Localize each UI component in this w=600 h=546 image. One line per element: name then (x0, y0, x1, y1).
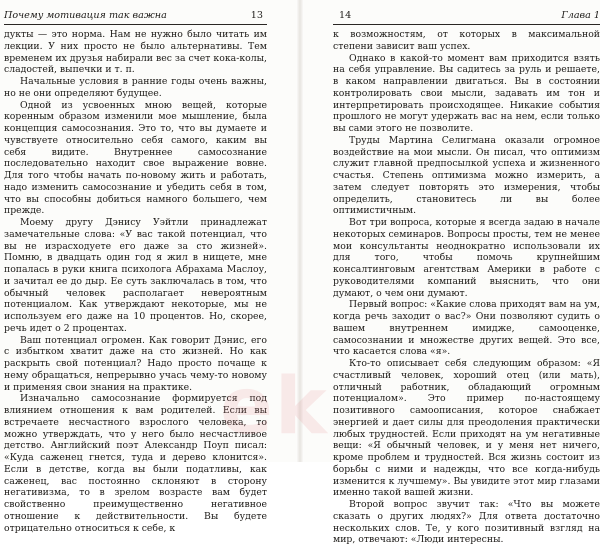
paragraph: Одной из усвоенных мною вещей, которые коренным образом изменили мое мышление, была концепция самосознания. Это то, что вы думаете и чувствуете относительно себя самого, каким вы себя видите. Внутреннее самосознание последовательно находит свое выражение вовне. Для того чтобы начать по-новому жить и работать, надо изменить самосознание и убедить себя в том, что вы способны добиться намного большего, чем прежде. (4, 99, 267, 217)
right-page (302, 0, 600, 546)
left-running-head (4, 9, 267, 25)
right-running-head (333, 9, 600, 25)
left-body-text (4, 29, 267, 534)
left-page-number: 13 (250, 10, 263, 21)
paragraph: Моему другу Дэнису Уэйтли принадлежат замечательные слова: «У вас такой потенциал, что вы не израсходуете его даже за сто жизней». Помню, в двадцать один год я жил в нищете, мне попалась в руки книга психолога Абрахама Маслоу, и зачитал ее до дыр. Ее суть заключалась в том, что обычный человек располагает невероятным потенциалом. Как утверждают некоторые, мы не используем его даже на 10 процентов. Но, скорее, речь идет о 2 процентах. (4, 217, 267, 334)
right-body-text (333, 29, 600, 546)
paragraph: Ваш потенциал огромен. Как говорит Дэнис, его с избытком хватит даже на сто жизней. Но как раскрыть свой потенциал? Надо просто почаще к нему обращаться, непрерывно учась чему-то новому и применяя свои знания на практике. (4, 334, 267, 393)
paragraph: Труды Мартина Селигмана оказали огромное воздействие на мои мысли. Он писал, что оптимизм служит главной предпосылкой успеха и жизненного счастья. Степень оптимизма можно измерить, а затем следует повторять это измерения, чтобы определить, становитесь ли вы более оптимистичным. (333, 134, 600, 217)
paragraph: Кто-то описывает себя следующим образом: «Я счастливый человек, хороший отец (или мать), отличный работник, обладающий огромным потенциалом». Это пример по-настоящему позитивного самоописания, которое снабжает энергией и дает силы для преодоления практически любых трудностей. Если приходят на ум негативные вещи: «Я обычный человек, и у меня нет ничего, кроме проблем и трудностей. Вся жизнь состоит из борьбы с ними и надежды, что все когда-нибудь изменится к лучшему». Вы увидите этот мир глазами именно такой вашей жизни. (333, 358, 600, 499)
paragraph: Изначально самосознание формируется под влиянием отношения к вам родителей. Если вы встречаете несчастного взрослого человека, то можно утверждать, что у него было несчастливое детство. Английский поэт Александр Поуп писал: «Куда саженец гнется, туда и дерево клонится». Если в детстве, когда вы были податливы, как саженец, вас постоянно склоняют в сторону негативизма, то в зрелом возрасте вам будет свойственно преимущественно негативное отношение к действительности. Вы будете отрицательно относиться к себе, к (4, 393, 267, 534)
paragraph: к возможностям, от которых в максимальной степени зависит ваш успех. (333, 29, 600, 52)
paragraph: дукты — это норма. Нам не нужно было читать им лекции. У них просто не было альтернативы. Тем временем их друзья набирали вес за счет кока-колы, сладостей, выпечки и т. п. (4, 29, 267, 76)
paragraph: Однако в какой-то момент вам приходится взять на себя управление. Вы садитесь за руль и решаете, в каком направлении двигаться. Вы в состоянии контролировать свои мысли, задавать им тон и интерпретировать происходящее. Никакие события прошлого не могут удержать вас на нем, если только вы сами этого не позволите. (333, 52, 600, 134)
right-page-number: 14 (339, 10, 352, 21)
paragraph: Начальные условия в ранние годы очень важны, но не они определяют будущее. (4, 76, 267, 99)
paragraph: Первый вопрос: «Какие слова приходят вам на ум, когда речь заходит о вас?» Они позволяют судить о вашем внутреннем имидже, самооценке, самосознании и множестве других вещей. Это все, что касается слова «я». (333, 299, 600, 358)
watermark-logo: ek (220, 362, 329, 452)
left-running-title: Почему мотивация так важна (4, 10, 167, 21)
left-page (0, 0, 298, 534)
right-running-title: Глава 1 (561, 10, 600, 21)
paragraph: Второй вопрос звучит так: «Что вы можете сказать о других людях?» Для ответа достаточно нескольких слов. Те, у кого позитивный взгляд на мир, отвечают: «Люди интересны. (333, 499, 600, 546)
paragraph: Вот три вопроса, которые я всегда задаю в начале некоторых семинаров. Вопросы просты, тем не менее мои консультанты неоднократно использовали их для того, чтобы помочь крупнейшим консалтинговым агентствам Америки в работе с руководителями компаний выяснить, что они думают, о чем они думают. (333, 217, 600, 299)
